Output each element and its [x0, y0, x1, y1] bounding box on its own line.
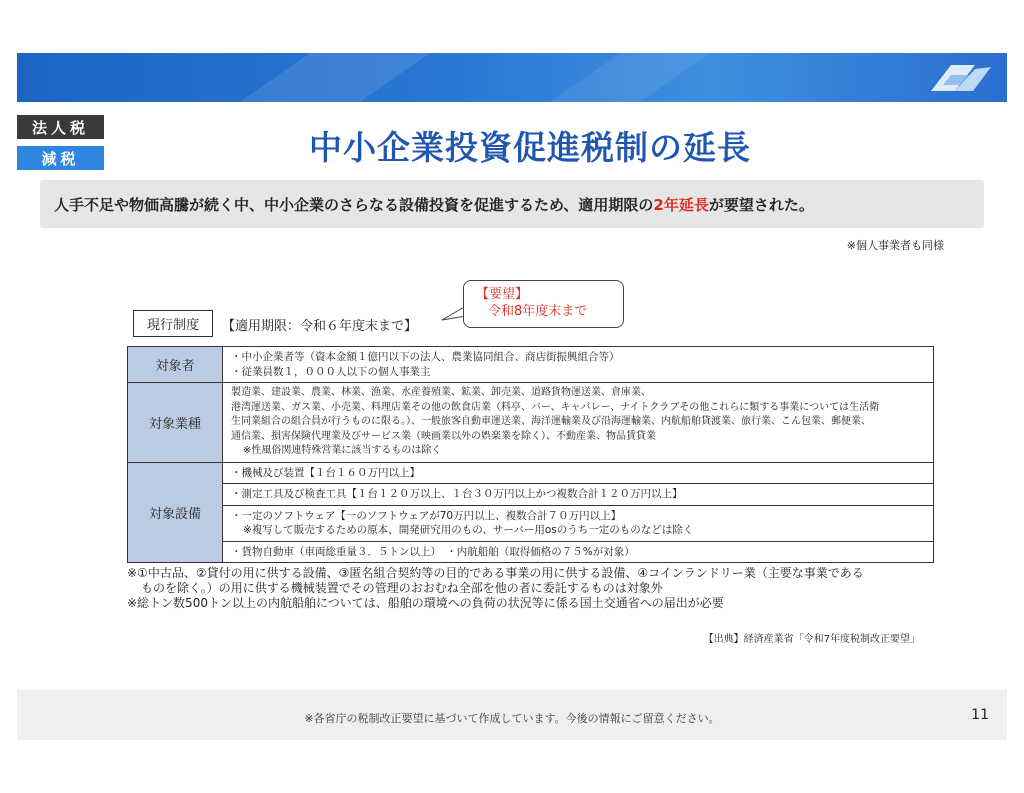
category-tag-tax-reduction: 減税 — [17, 146, 104, 170]
footnote: ものを除く。）の用に供する機械装置でその管理のおおむね全部を他の者に委託するものは対象外 — [141, 581, 663, 595]
list-item: ・中小企業者等（資本金額１億円以下の法人、農業協同組合、商店街振興組合等） — [231, 351, 620, 363]
list-item: 通信業、損害保険代理業及びサービス業（映画業以外の娯楽業を除く）、不動産業、物品賃貸業 — [231, 430, 656, 442]
table-row — [128, 505, 934, 541]
row-head-targets: 対象者 — [128, 347, 223, 383]
current-period: 【適用期限：令和６年度末まで】 — [222, 319, 418, 334]
equipment-cell — [223, 541, 934, 563]
summary-box — [40, 180, 984, 228]
request-callout — [463, 280, 624, 328]
table-row — [128, 484, 934, 506]
industries-cell — [223, 383, 934, 463]
request-period: 令和8年度末まで — [488, 304, 588, 319]
banner-stripe — [210, 53, 444, 102]
list-item: 生同業組合の組合員が行うものに限る。）、一般旅客自動車運送業、海洋運輸業及び沿海運輸業、内航船舶貸渡業、旅行業、こん包業、郵便業、 — [231, 416, 871, 427]
footnote: ※①中古品、②貸付の用に供する設備、③匿名組合契約等の目的である事業の用に供する設備、④コインランドリー業（主要な事業である — [127, 566, 864, 580]
list-item: ※複写して販売するための原本、開発研究用のもの、サーバー用osのうち一定のものなどは除く — [243, 524, 694, 536]
source-citation: 【出典】経済産業省「令和7年度税制改正要望」 — [703, 634, 920, 645]
category-tag-corporate-tax: 法人税 — [17, 115, 104, 139]
summary-text-end: が要望された。 — [708, 195, 814, 214]
list-item: ・一定のソフトウェア【一のソフトウェアが70万円以上、複数合計７０万円以上】 — [231, 509, 622, 522]
table-row — [128, 347, 934, 383]
equipment-cell — [223, 484, 934, 506]
sole-proprietor-note: ※個人事業者も同様 — [846, 239, 944, 252]
list-item: 製造業、建設業、農業、林業、漁業、水産養殖業、鉱業、卸売業、道路貨物運送業、倉庫業、 — [231, 387, 651, 398]
row-head-industries: 対象業種 — [128, 383, 223, 463]
list-item: ・機械及び装置【１台１６０万円以上】 — [231, 466, 420, 479]
footnotes — [127, 566, 937, 611]
list-item: ・従業員数１，０００人以下の個人事業主 — [231, 365, 431, 378]
table-row — [128, 541, 934, 563]
row-head-equipment: 対象設備 — [128, 462, 223, 563]
footnote: ※総トン数500トン以上の内航船舶については、船舶の環境への負荷の状況等に係る国土交通省への届出が必要 — [127, 596, 724, 610]
list-item: ・測定工具及び検査工具【１台１２０万以上、１台３０万円以上かつ複数合計１２０万円以上】 — [231, 488, 683, 500]
logo-icon — [925, 61, 995, 95]
equipment-cell — [223, 462, 934, 484]
targets-cell — [223, 347, 934, 383]
page-title: 中小企業投資促進税制の延長 — [309, 128, 751, 167]
current-system-label: 現行制度 — [133, 310, 213, 337]
list-item: 港湾運送業、ガス業、小売業、料理店業その他の飲食店業（料亭、バー、キャバレー、ナイトクラブその他これらに類する事業については生活衛 — [231, 401, 880, 413]
list-item: ・貨物自動車（車両総重量３．５トン以上） ・内航船舶（取得価格の７５%が対象） — [231, 545, 635, 558]
footer-disclaimer: ※各省庁の税制改正要望に基づいて作成しています。今後の情報にご留意ください。 — [304, 712, 720, 725]
list-item: ※性風俗関連特殊営業に該当するものは除く — [243, 445, 442, 456]
request-label: 【要望】 — [476, 287, 529, 302]
equipment-cell — [223, 505, 934, 541]
eligibility-table — [127, 346, 934, 563]
header-banner — [17, 53, 1007, 102]
banner-stripe — [520, 53, 724, 102]
summary-text: 人手不足や物価高騰が続く中、中小企業のさらなる設備投資を促進するため、適用期限の — [54, 195, 654, 214]
summary-highlight: 2年延長 — [653, 195, 709, 214]
page-number: 11 — [971, 707, 989, 723]
table-row — [128, 462, 934, 484]
footer-bar — [17, 690, 1007, 740]
table-row — [128, 383, 934, 463]
